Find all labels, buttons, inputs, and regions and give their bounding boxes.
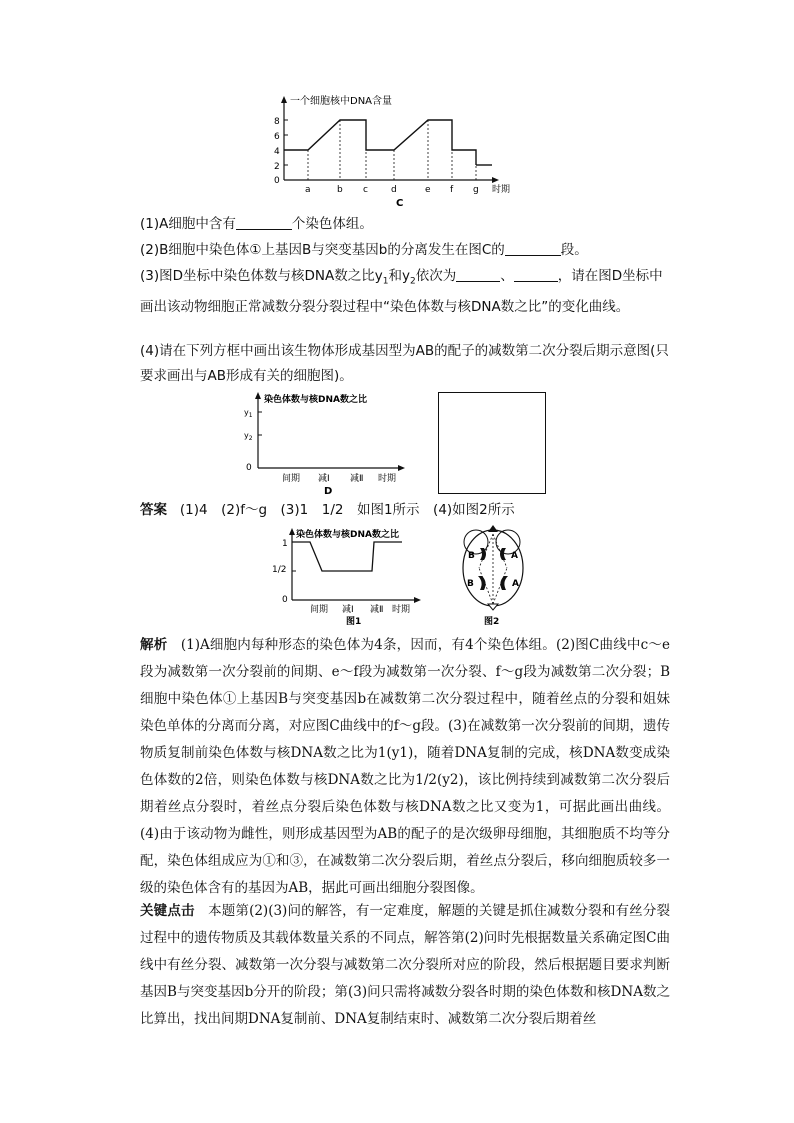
answer-text: (1)4 (2)f～g (3)1 1/2 如图1所示 (4)如图2所示 [179,502,515,518]
fig1-plot [292,542,402,571]
chart-c-xtick: a [305,185,311,195]
chart-c-xlabel: 时期 [492,185,511,195]
fig1-xtick: 减Ⅱ [370,605,384,615]
chart-d-ytick: 0 [246,463,252,473]
chart-d-ytick: $y_1$ [244,408,253,419]
analysis-paragraph [140,632,670,902]
chart-c-caption: C [396,198,404,209]
answer-blank[interactable] [236,215,292,230]
question-3-text: 依次为 [415,268,457,284]
chart-c-ytick: 4 [274,147,280,157]
chart-c-xtick: f [450,185,454,195]
chart-c-xtick: c [363,185,368,195]
chart-c-curve [284,120,476,165]
answer-blank[interactable] [505,241,561,256]
figure-2 [454,520,532,628]
fig1-ytick: 0 [282,595,288,605]
gene-label: B [468,551,475,561]
question-3-text: ，请在图D坐标中画出该动物细胞正常减数分裂分裂过程中“染色体数与核DNA数之比”的变化曲线。 [140,268,663,315]
chart-c-ytick: 6 [274,132,280,142]
keypoint-paragraph [140,898,670,1033]
fig1-ylabel: 染色体数与核DNA数之比 [296,530,399,540]
question-1 [140,212,670,237]
question-1-text: (1)A细胞中含有 [140,216,236,232]
question-1-text-end: 个染色体组。 [291,216,373,232]
gene-label: A [512,579,519,589]
chart-c-ytick: 2 [274,162,280,172]
centrosome-icon [488,525,498,532]
separator: 、 [500,268,514,284]
fig1-xtick: 减Ⅰ [342,605,354,615]
fig1-ytick: 1/2 [272,565,287,575]
question-3 [140,264,670,320]
keypoint-text: 本题第(2)(3)问的解答，有一定难度，解题的关键是抓住减数分裂和有丝分裂过程中的遗传物质及其载体数量关系的不同点，解答第(2)问时先根据数量关系确定图C曲线中有丝分裂、减数第一次分裂与减数第二次分裂所对应的阶段，然后根据题目要求判断基因B与突变基因b分开的阶段；第(3)问只需将减数分裂各时期的染色体数和核DNA数之比算出，找出间期DNA复制前、DNA复制结束时、减数第二次分裂后期着丝 [140,903,671,1027]
figure-1 [272,524,432,628]
fig1-xtick: 时期 [392,605,411,615]
fig1-ytick: 1 [282,539,288,549]
chart-c-y-arrow [281,96,287,103]
question-2-text: (2)B细胞中染色体①上基因B与突变基因b的分离发生在图C的 [140,242,505,258]
chart-c [270,92,530,212]
centrosome-icon [488,604,498,610]
chart-d-xtick: 减Ⅱ [350,474,364,484]
fig1-curve [292,542,402,571]
chart-d-caption: D [324,486,333,497]
chart-c-ytick: 0 [274,176,280,186]
chart-d [238,388,418,498]
chart-d-xtick: 时期 [378,474,397,484]
gene-label: A [511,551,518,561]
chart-d-ytick: $y_2$ [244,431,253,442]
question-2-text-end: 段。 [560,242,588,258]
keypoint-label: 关键点击 [140,903,195,919]
fig1-caption: 图1 [346,617,362,627]
question-3-text: 和y [388,268,410,284]
answer-blank[interactable] [514,267,558,282]
gene-label: B [467,579,474,589]
answer-blank[interactable] [456,267,500,282]
answer-line [140,498,670,523]
chart-d-ylabel: 染色体数与核DNA数之比 [264,395,367,405]
fig1-xtick: 间期 [310,605,329,615]
analysis-label: 解析 [140,637,168,653]
fig2-caption: 图2 [484,617,500,627]
chart-c-xtick: b [337,185,343,195]
answer-label: 答案 [140,502,167,518]
chart-d-xtick: 间期 [282,474,301,484]
subscript: 2 [409,276,416,287]
chart-c-xtick: e [425,185,431,195]
chart-c-ylabel: 一个细胞核中DNA含量 [290,96,393,107]
question-3-text: (3)图D坐标中染色体数与核DNA数之比y [140,268,383,284]
question-4-text: (4)请在下列方框中画出该生物体形成基因型为AB的配子的减数第二次分裂后期示意图(只要求画出与AB形成有关的细胞图)。 [140,343,669,384]
drawing-box[interactable] [438,392,546,494]
chart-c-xtick: d [391,185,397,195]
analysis-text: (1)A细胞内每种形态的染色体为4条，因而，有4个染色体组。(2)图C曲线中c～e段为减数第一次分裂前的间期、e～f段为减数第一次分裂、f～g段为减数第二次分裂；B细胞中染色体①上基因B与突变基因b在减数第二次分裂过程中，随着丝点的分裂和姐妹染色单体的分离而分离，对应图C曲线中的f～g段。(3)在减数第一次分裂前的间期，遗传物质复制前染色体数与核DNA数之比为1(y1)，随着DNA复制的完成，核DNA数变成染色体数的2倍，则染色体数与核DNA数之比为1/2(y2)，该比例持续到减数第二次分裂后期着丝点分裂时，着丝点分裂后染色体数与核DNA数之比又变为1，可据此画出曲线。(4)由于该动物为雌性，则形成基因型为AB的配子的是次级卵母细胞，其细胞质不均等分配，染色体组成应为①和③，在减数第二次分裂后期，着丝点分裂后，移向细胞质较多一级的染色体含有的基因为AB，据此可画出细胞分裂图像。 [140,637,671,896]
chart-c-ytick: 8 [274,117,280,127]
question-2 [140,238,670,263]
chart-c-xtick: g [473,185,479,195]
subscript: 1 [382,276,389,287]
chart-c-x-arrow [492,177,499,183]
question-4 [140,339,670,389]
chart-d-xtick: 减Ⅰ [318,474,330,484]
spindle [479,534,507,604]
